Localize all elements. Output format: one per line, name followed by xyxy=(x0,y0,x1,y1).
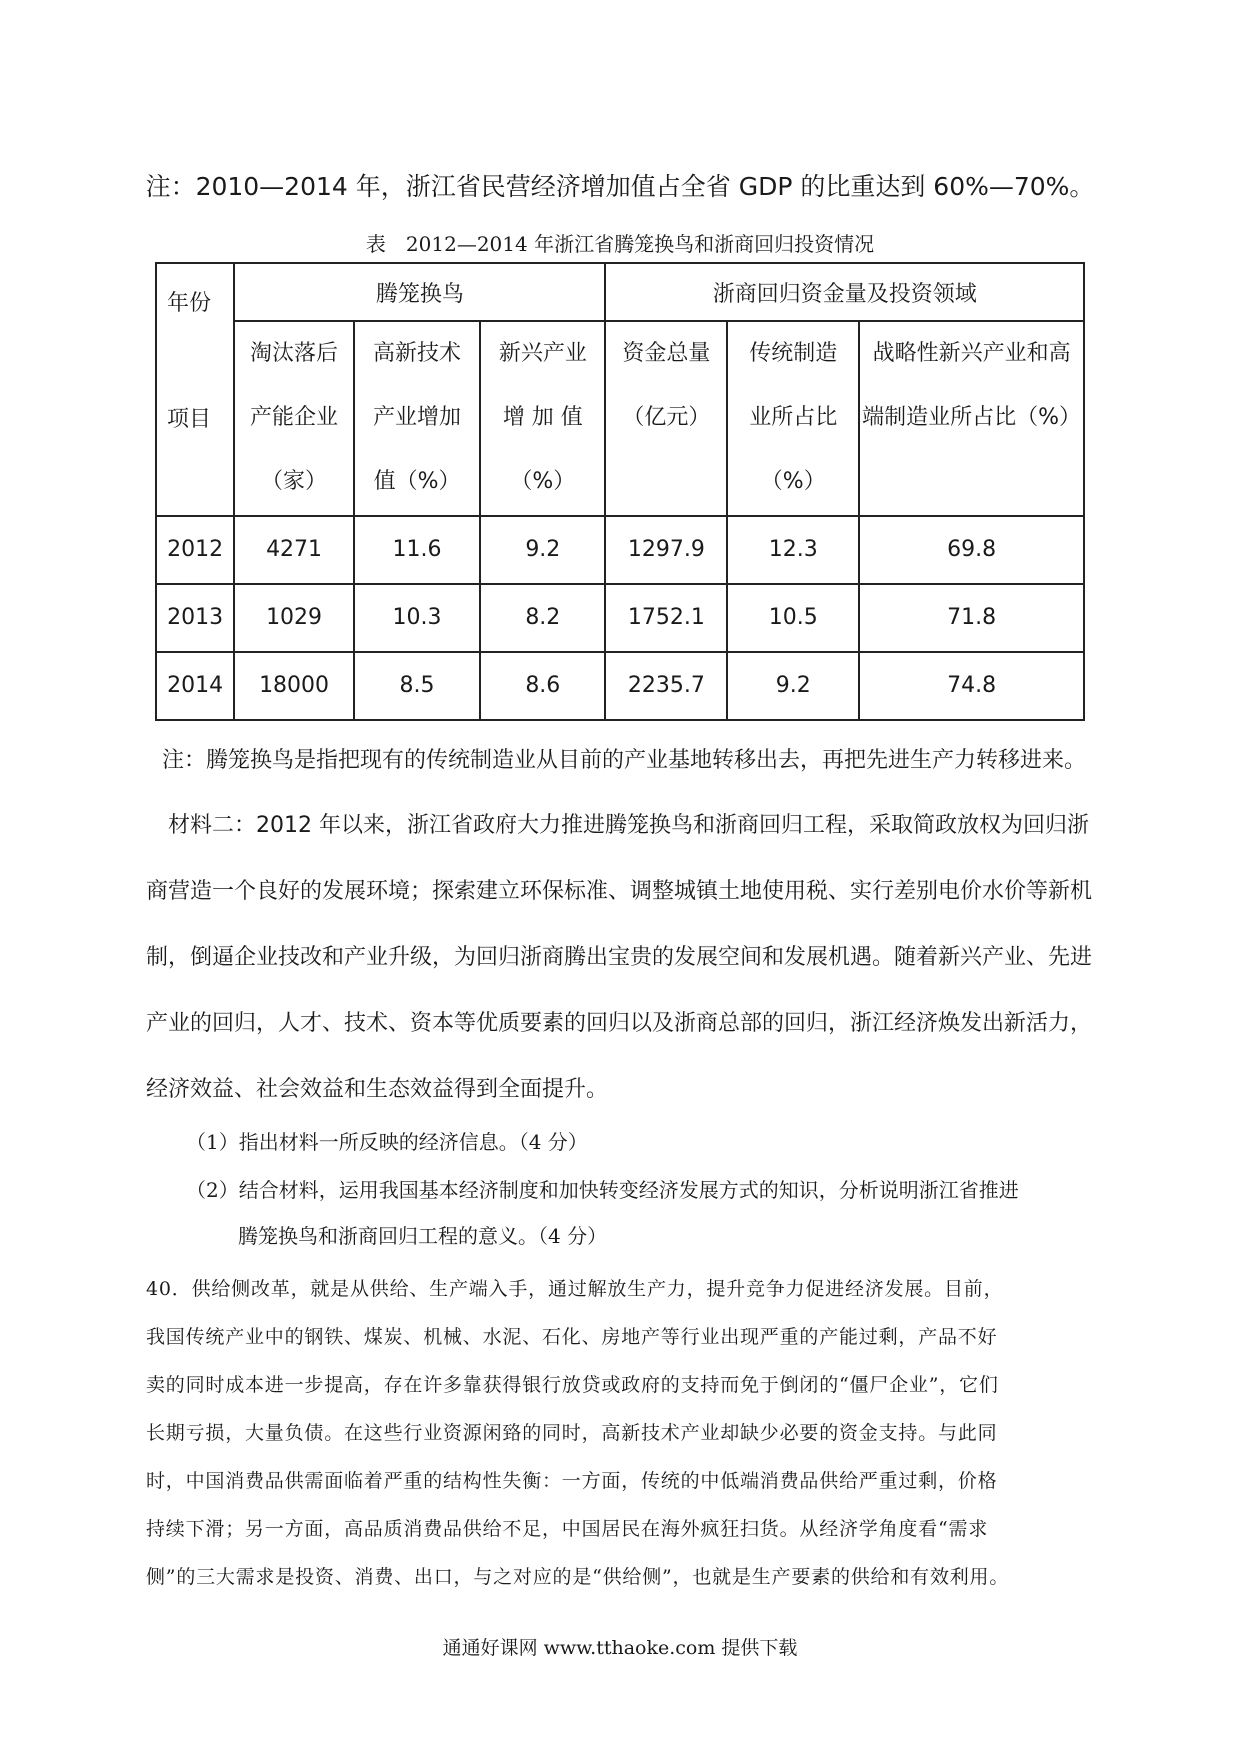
header-total-funds xyxy=(605,321,727,515)
investment-table xyxy=(155,262,1085,721)
header-line: 传统制造 xyxy=(749,341,838,367)
paragraph-line: 经济效益、社会效益和生态效益得到全面提升。 xyxy=(146,1077,609,1102)
cell: 1029 xyxy=(234,584,354,652)
paragraph-line: 商营造一个良好的发展环境；探索建立环保标准、调整城镇土地使用税、实行差别电价水价等新机 xyxy=(146,879,1093,904)
paragraph-line: 40．供给侧改革，就是从供给、生产端入手，通过解放生产力，提升竞争力促进经济发展。目前， xyxy=(146,1278,1004,1300)
header-line: （%） xyxy=(760,469,826,495)
paragraph-line: 卖的同时成本进一步提高，存在许多靠获得银行放贷或政府的支持而免于倒闭的“僵尸企业”，它们 xyxy=(146,1374,999,1396)
header-line: 资金总量 xyxy=(622,341,711,367)
cell: 12.3 xyxy=(727,516,859,584)
paragraph-line: 持续下滑；另一方面，高品质消费品供给不足，中国居民在海外疯狂扫货。从经济学角度看“需求 xyxy=(146,1518,989,1540)
material-two xyxy=(146,793,1096,1123)
header-hightech-growth xyxy=(354,321,480,515)
header-line: （%） xyxy=(510,469,576,495)
header-group-tenglong: 腾笼换鸟 xyxy=(234,263,605,321)
paragraph-line: 时，中国消费品供需面临着严重的结构性失衡：一方面，传统的中低端消费品供给严重过剩，价格 xyxy=(146,1470,998,1492)
paragraph-line: 产业的回归，人才、技术、资本等优质要素的回归以及浙商总部的回归，浙江经济焕发出新活力， xyxy=(146,1011,1093,1036)
question-1: （1）指出材料一所反映的经济信息。（4 分） xyxy=(186,1130,588,1154)
header-line: （家） xyxy=(261,469,328,495)
cell: 4271 xyxy=(234,516,354,584)
cell-year: 2013 xyxy=(156,584,234,652)
cell: 11.6 xyxy=(354,516,480,584)
header-line: 新兴产业 xyxy=(498,341,587,367)
paragraph-line: 制，倒逼企业技改和产业升级，为回归浙商腾出宝贵的发展空间和发展机遇。随着新兴产业、先进 xyxy=(146,945,1093,970)
cell: 1297.9 xyxy=(605,516,727,584)
page-footer: 通通好课网 www.tthaoke.com 提供下载 xyxy=(442,1637,798,1659)
cell-year: 2014 xyxy=(156,652,234,720)
table-row xyxy=(156,584,1084,652)
table-row xyxy=(156,516,1084,584)
note-tenglong-definition: 注：腾笼换鸟是指把现有的传统制造业从目前的产业基地转移出去，再把先进生产力转移进来。 xyxy=(162,748,1087,773)
cell: 9.2 xyxy=(480,516,605,584)
header-year: 年份 xyxy=(156,263,234,321)
question-2-line-2: 腾笼换鸟和浙商回归工程的意义。（4 分） xyxy=(238,1224,608,1248)
header-eliminated-firms xyxy=(234,321,354,515)
header-line: 增 加 值 xyxy=(502,405,583,431)
paragraph-line: 侧”的三大需求是投资、消费、出口，与之对应的是“供给侧”，也就是生产要素的供给和有效利用。 xyxy=(146,1566,1010,1588)
header-strategic-share xyxy=(859,321,1084,515)
cell: 8.5 xyxy=(354,652,480,720)
cell: 1752.1 xyxy=(605,584,727,652)
header-line: 产能企业 xyxy=(250,405,339,431)
header-traditional-share xyxy=(727,321,859,515)
cell: 8.2 xyxy=(480,584,605,652)
cell: 71.8 xyxy=(859,584,1084,652)
header-line: 值（%） xyxy=(373,469,461,495)
cell: 10.5 xyxy=(727,584,859,652)
header-line: 淘汰落后 xyxy=(250,341,339,367)
paragraph-line: 长期亏损，大量负债。在这些行业资源闲臵的同时，高新技术产业却缺少必要的资金支持。与此同 xyxy=(146,1422,998,1444)
note-gdp-share: 注：2010—2014 年，浙江省民营经济增加值占全省 GDP 的比重达到 60%—70%。 xyxy=(145,172,1095,201)
header-line: 业所占比 xyxy=(749,405,838,431)
cell: 9.2 xyxy=(727,652,859,720)
header-item: 项目 xyxy=(156,321,234,515)
cell-year: 2012 xyxy=(156,516,234,584)
header-line: 高新技术 xyxy=(373,341,462,367)
table-row xyxy=(156,652,1084,720)
table-caption: 表 2012—2014 年浙江省腾笼换鸟和浙商回归投资情况 xyxy=(365,232,875,256)
header-line: （亿元） xyxy=(622,405,711,431)
cell: 10.3 xyxy=(354,584,480,652)
header-group-zheshang: 浙商回归资金量及投资领域 xyxy=(605,263,1084,321)
paragraph-line: 材料二：2012 年以来，浙江省政府大力推进腾笼换鸟和浙商回归工程，采取简政放权为回归浙 xyxy=(146,813,1089,838)
cell: 74.8 xyxy=(859,652,1084,720)
header-emerging-growth xyxy=(480,321,605,515)
header-line: 产业增加 xyxy=(373,405,462,431)
cell: 8.6 xyxy=(480,652,605,720)
cell: 2235.7 xyxy=(605,652,727,720)
header-line: 战略性新兴产业和高 xyxy=(872,341,1071,367)
cell: 69.8 xyxy=(859,516,1084,584)
question-40 xyxy=(146,1265,1102,1601)
cell: 18000 xyxy=(234,652,354,720)
header-line: 端制造业所占比（%） xyxy=(862,405,1082,431)
question-2-line-1: （2）结合材料，运用我国基本经济制度和加快转变经济发展方式的知识，分析说明浙江省推进 xyxy=(186,1178,1019,1202)
paragraph-line: 我国传统产业中的钢铁、煤炭、机械、水泥、石化、房地产等行业出现严重的产能过剩，产品不好 xyxy=(146,1326,998,1348)
